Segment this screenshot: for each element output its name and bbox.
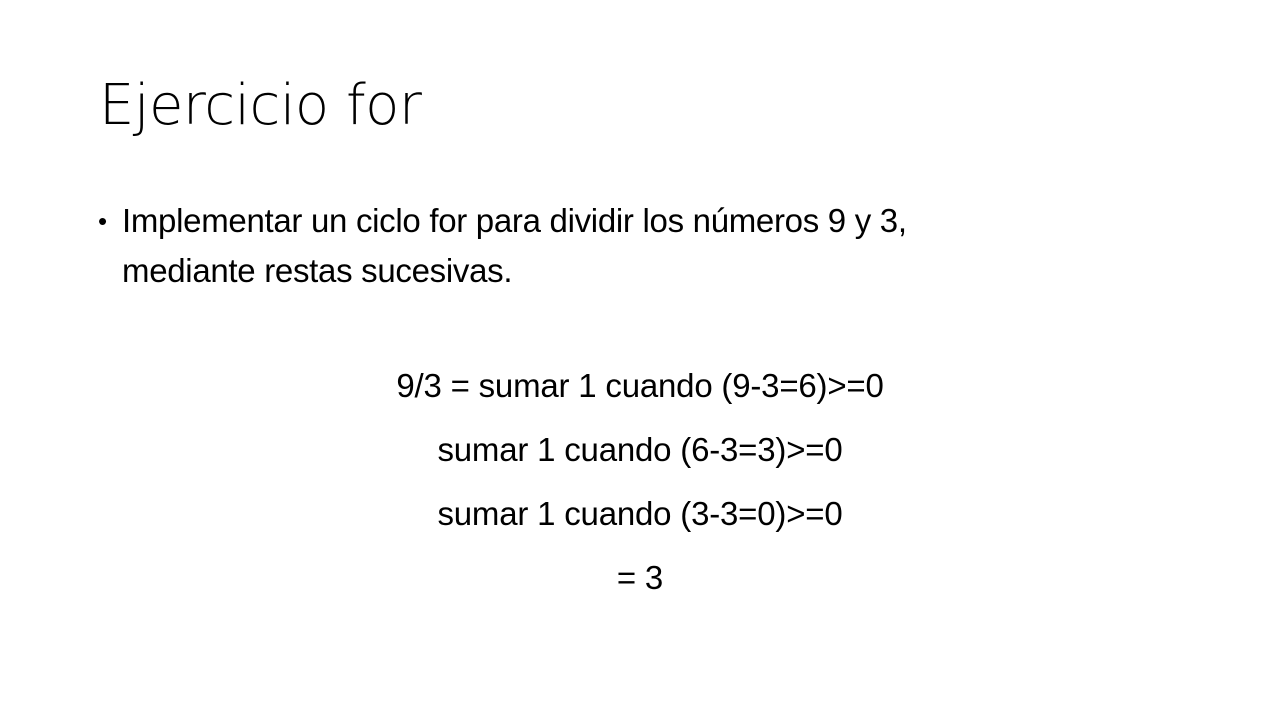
slide-title: Ejercicio for bbox=[99, 73, 422, 138]
step-line-2: sumar 1 cuando (6-3=3)>=0 bbox=[437, 431, 843, 468]
step-line-3: sumar 1 cuando (3-3=0)>=0 bbox=[437, 495, 843, 532]
bullet-item bbox=[98, 196, 1198, 296]
step-line-1: 9/3 = sumar 1 cuando (9-3=6)>=0 bbox=[396, 367, 884, 404]
result-line: = 3 bbox=[616, 559, 664, 596]
bullet-dot-icon: • bbox=[98, 206, 108, 236]
division-steps bbox=[0, 354, 1280, 610]
bullet-line-2: mediante restas sucesivas. bbox=[122, 252, 513, 289]
bullet-line-1: Implementar un ciclo for para dividir los números 9 y 3, bbox=[122, 202, 907, 239]
bullet-text bbox=[122, 196, 907, 296]
